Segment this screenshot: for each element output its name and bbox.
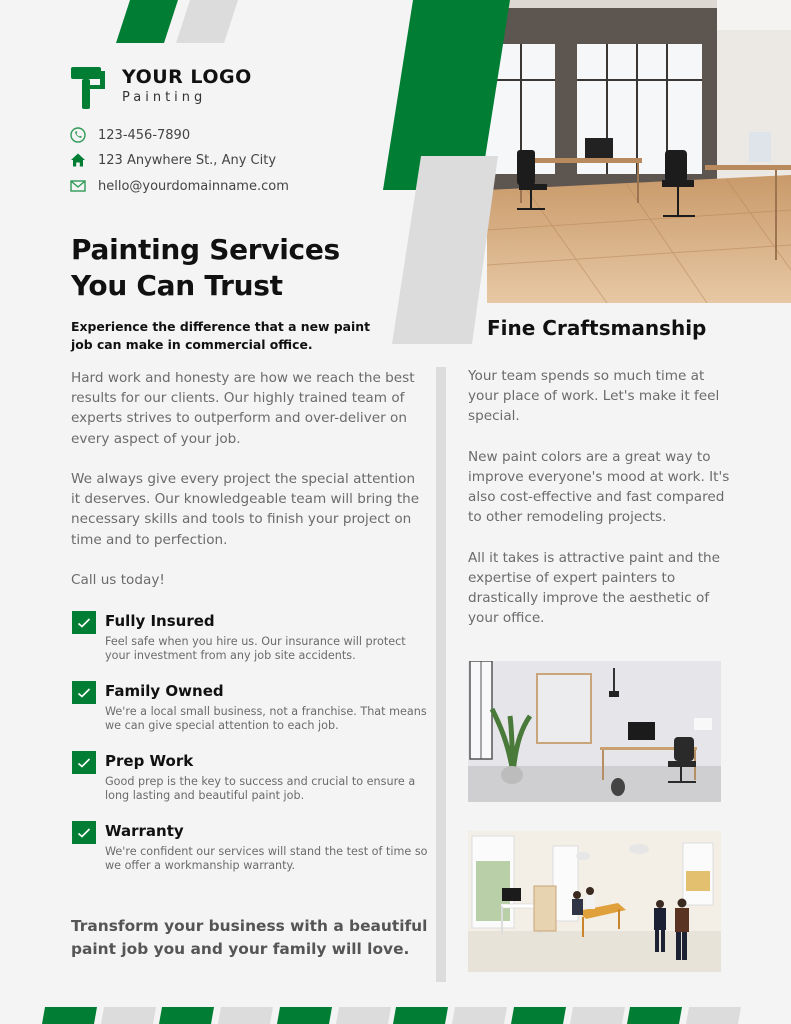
intro-paragraph-1: Hard work and honesty are how we reach the best results for our clients. Our highly trained team of experts strives to outperform and over-deliver on every aspect of your job. (71, 370, 415, 447)
right-column-text (468, 366, 738, 649)
logo-icon (71, 67, 107, 109)
call-to-action: Call us today! (71, 572, 165, 588)
feature-list (72, 610, 432, 890)
title-line-2: You Can Trust (71, 269, 283, 302)
bottom-stripe-decoration (0, 1007, 791, 1024)
contact-address (70, 152, 276, 168)
checkmark-icon (72, 611, 96, 634)
title-line-1: Painting Services (71, 233, 340, 266)
hero-office-photo (487, 0, 791, 303)
top-stripe-green (116, 0, 178, 43)
open-office-meeting-photo (468, 831, 721, 972)
left-column-text (71, 368, 427, 610)
checkmark-icon (72, 751, 96, 774)
feature-description: We're confident our services will stand the test of time so we offer a workmanship warranty. (105, 845, 428, 872)
phone-number: 123-456-7890 (98, 127, 191, 143)
checkmark-icon (72, 821, 96, 844)
home-icon (70, 152, 86, 168)
address-text: 123 Anywhere St., Any City (98, 152, 277, 168)
feature-description: Good prep is the key to success and crucial to ensure a long lasting and beautiful paint job. (105, 775, 416, 802)
feature-prep-work (72, 750, 432, 803)
feature-warranty (72, 820, 432, 873)
feature-title: Warranty (105, 822, 184, 840)
minimalist-office-photo (468, 661, 721, 802)
logo-subtitle: Painting (122, 90, 207, 105)
right-paragraph-3: All it takes is attractive paint and the expertise of expert painters to drastically improve the aesthetic of your office. (468, 549, 721, 627)
contact-email[interactable] (70, 178, 289, 194)
page-subtitle: Experience the difference that a new paint job can make in commercial office. (71, 319, 371, 352)
feature-title: Prep Work (105, 752, 194, 770)
feature-title: Family Owned (105, 682, 224, 700)
right-paragraph-1: Your team spends so much time at your place of work. Let's make it feel special. (468, 368, 720, 425)
feature-description: Feel safe when you hire us. Our insurance will protect your investment from any job site accidents. (105, 635, 406, 662)
mail-icon (70, 178, 86, 194)
checkmark-icon (72, 681, 96, 704)
logo-title: YOUR LOGO (122, 66, 252, 88)
feature-title: Fully Insured (105, 612, 215, 630)
feature-fully-insured (72, 610, 432, 663)
right-paragraph-2: New paint colors are a great way to improve everyone's mood at work. It's also cost-effective and fast compared to other remodeling projects. (468, 448, 730, 526)
email-address: hello@yourdomainname.com (98, 178, 289, 194)
intro-paragraph-2: We always give every project the special attention it deserves. Our knowledgeable team will bring the necessary skills and tools to finish your project on time and to perfection. (71, 471, 420, 548)
closing-statement: Transform your business with a beautiful paint job you and your family will love. (71, 917, 428, 958)
top-stripe-gray (176, 0, 238, 43)
feature-family-owned (72, 680, 432, 733)
feature-description: We're a local small business, not a franchise. That means we can give special attention to each job. (105, 705, 427, 732)
contact-phone[interactable] (70, 127, 190, 143)
page-title (71, 232, 401, 304)
phone-icon (70, 127, 86, 143)
column-divider (436, 367, 446, 982)
section-heading-craftsmanship: Fine Craftsmanship (487, 316, 707, 340)
